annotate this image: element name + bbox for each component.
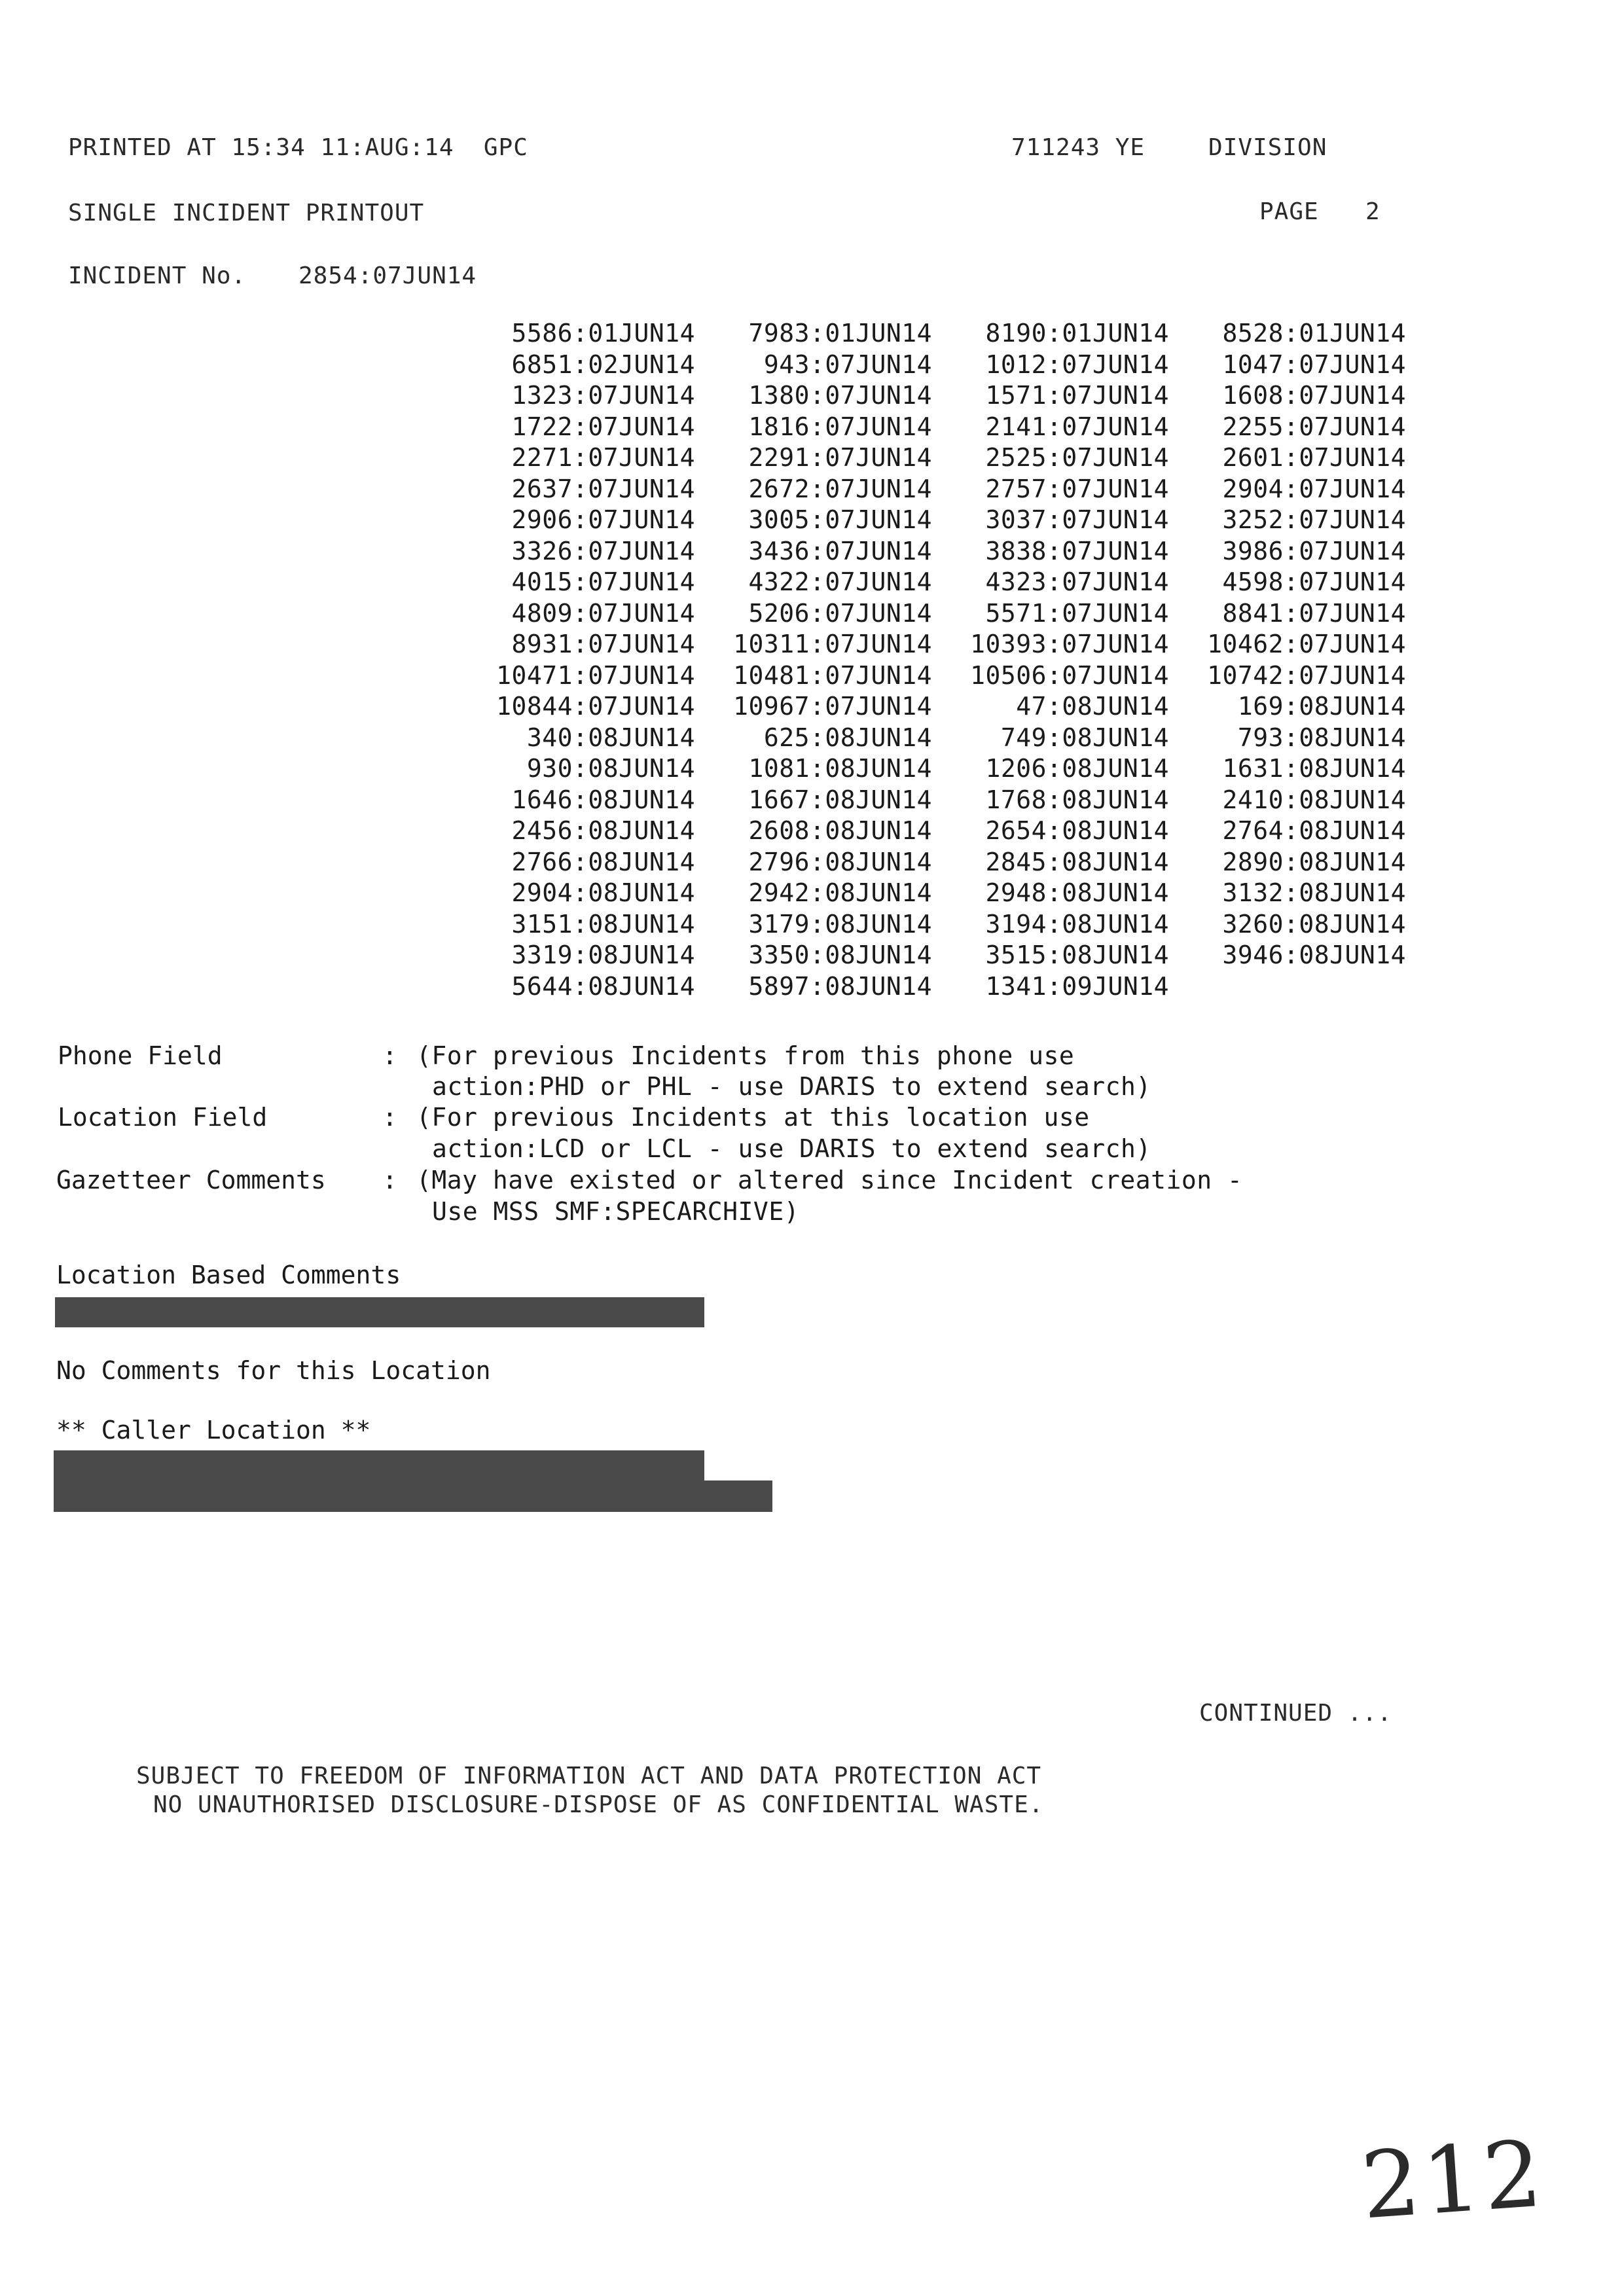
- incident-reference: 10471:07JUN14: [496, 660, 695, 690]
- no-comments-text: No Comments for this Location: [56, 1356, 491, 1385]
- incident-row: [458, 569, 1414, 601]
- gazetteer-comments-note-line1: (May have existed or altered since Incident creation -: [416, 1166, 1243, 1194]
- incident-reference: 625:08JUN14: [763, 723, 932, 752]
- incident-row: [458, 632, 1414, 663]
- location-field-label: Location Field: [58, 1103, 268, 1132]
- incident-reference: 1206:08JUN14: [985, 754, 1169, 783]
- incident-reference: 2141:07JUN14: [985, 412, 1169, 441]
- incident-reference: 1323:07JUN14: [511, 381, 695, 410]
- incident-row: [458, 352, 1414, 384]
- redaction-bar: [55, 1297, 704, 1327]
- incident-reference: 1646:08JUN14: [511, 785, 695, 814]
- incident-reference: 3260:08JUN14: [1222, 909, 1406, 939]
- incident-reference: 3838:07JUN14: [985, 536, 1169, 565]
- incident-row: [458, 476, 1414, 508]
- incident-row: [458, 598, 1414, 632]
- page-number: 2: [1365, 198, 1380, 225]
- incident-reference: 1380:07JUN14: [748, 381, 932, 410]
- incident-reference: 2601:07JUN14: [1222, 443, 1406, 472]
- incident-row: [458, 880, 1414, 912]
- incident-reference: 2948:08JUN14: [985, 878, 1169, 907]
- phone-field-note-line2: action:PHD or PHL - use DARIS to extend search): [432, 1072, 1151, 1101]
- incident-reference: 1341:09JUN14: [985, 971, 1169, 1001]
- incident-reference: 10742:07JUN14: [1207, 660, 1406, 690]
- incident-reference: 169:08JUN14: [1237, 692, 1406, 721]
- gazetteer-comments-note-line2: Use MSS SMF:SPECARCHIVE): [432, 1197, 800, 1226]
- incident-reference: 2410:08JUN14: [1222, 785, 1406, 814]
- confidentiality-notice-line2: NO UNAUTHORISED DISCLOSURE-DISPOSE OF AS CONFIDENTIAL WASTE.: [153, 1791, 1044, 1818]
- incident-reference: 1012:07JUN14: [985, 350, 1169, 379]
- incident-reference: 340:08JUN14: [526, 723, 695, 752]
- handwritten-page-number: 212: [1358, 2121, 1548, 2240]
- redaction-block: [54, 1450, 704, 1512]
- incident-row: [458, 725, 1414, 757]
- incident-reference: 2637:07JUN14: [511, 474, 695, 503]
- incident-reference: 2845:08JUN14: [985, 847, 1169, 876]
- incident-reference: 10506:07JUN14: [970, 660, 1169, 690]
- incident-row: [458, 445, 1414, 476]
- location-field-note-line1: (For previous Incidents at this location use: [416, 1103, 1090, 1132]
- incident-reference: 4322:07JUN14: [748, 567, 932, 596]
- incident-reference: 3005:07JUN14: [748, 505, 932, 534]
- incident-reference: 7983:01JUN14: [748, 319, 932, 348]
- incident-reference: 2291:07JUN14: [748, 443, 932, 472]
- incident-reference: 3194:08JUN14: [985, 909, 1169, 939]
- incident-reference: 3946:08JUN14: [1222, 941, 1406, 969]
- gazetteer-comments-colon: :: [382, 1166, 397, 1194]
- printed-at: PRINTED AT 15:34 11:AUG:14 GPC: [68, 134, 528, 161]
- continued-label: CONTINUED ...: [1199, 1700, 1392, 1727]
- incident-reference: 2942:08JUN14: [748, 878, 932, 907]
- incident-reference: 8190:01JUN14: [985, 319, 1169, 348]
- incident-reference: 1631:08JUN14: [1222, 754, 1406, 783]
- caller-location-title: ** Caller Location **: [56, 1416, 371, 1444]
- incident-reference: 10844:07JUN14: [496, 692, 695, 721]
- incident-reference: 2255:07JUN14: [1222, 412, 1406, 441]
- incident-reference: 5206:07JUN14: [748, 598, 932, 628]
- incident-row: [458, 321, 1414, 352]
- location-field-note-line2: action:LCD or LCL - use DARIS to extend search): [432, 1134, 1151, 1163]
- incident-reference: 1667:08JUN14: [748, 785, 932, 814]
- incident-reference: 793:08JUN14: [1237, 723, 1406, 752]
- incident-reference: 3350:08JUN14: [748, 941, 932, 969]
- incident-reference: 1047:07JUN14: [1222, 350, 1406, 379]
- incident-reference: 2672:07JUN14: [748, 474, 932, 503]
- phone-field-colon: :: [382, 1041, 397, 1070]
- incident-reference: 3132:08JUN14: [1222, 878, 1406, 907]
- incident-reference: 2766:08JUN14: [511, 847, 695, 876]
- incident-reference: 3037:07JUN14: [985, 505, 1169, 534]
- previous-incidents-grid: [458, 321, 1414, 1005]
- incident-reference: 2904:08JUN14: [511, 878, 695, 907]
- incident-row: [458, 942, 1414, 974]
- incident-reference: 5897:08JUN14: [748, 971, 932, 1001]
- incident-reference: 943:07JUN14: [763, 350, 932, 379]
- confidentiality-notice-line1: SUBJECT TO FREEDOM OF INFORMATION ACT AND DATA PROTECTION ACT: [136, 1763, 1042, 1789]
- incident-row: [458, 694, 1414, 725]
- incident-reference: 5586:01JUN14: [511, 319, 695, 348]
- incident-reference: 4015:07JUN14: [511, 567, 695, 596]
- incident-reference: 47:08JUN14: [1016, 692, 1169, 721]
- incident-reference: 8841:07JUN14: [1222, 598, 1406, 628]
- incident-reference: 3252:07JUN14: [1222, 505, 1406, 534]
- incident-reference: 2904:07JUN14: [1222, 474, 1406, 503]
- incident-reference: 930:08JUN14: [526, 754, 695, 783]
- incident-row: [458, 787, 1414, 819]
- incident-reference: 3436:07JUN14: [748, 536, 932, 565]
- incident-reference: 3986:07JUN14: [1222, 536, 1406, 565]
- incident-reference: 8528:01JUN14: [1222, 319, 1406, 348]
- incident-reference: 1571:07JUN14: [985, 381, 1169, 410]
- incident-reference: 3319:08JUN14: [511, 941, 695, 969]
- incident-reference: 4809:07JUN14: [511, 598, 695, 628]
- division-label: DIVISION: [1208, 134, 1327, 161]
- incident-number: 2854:07JUN14: [298, 262, 477, 289]
- incident-reference: 2525:07JUN14: [985, 443, 1169, 472]
- incident-reference: 2757:07JUN14: [985, 474, 1169, 503]
- page-label: PAGE: [1259, 198, 1319, 225]
- incident-reference: 749:08JUN14: [1000, 723, 1169, 752]
- incident-reference: 3151:08JUN14: [511, 909, 695, 939]
- incident-row: [458, 756, 1414, 787]
- incident-reference: 5644:08JUN14: [511, 971, 695, 1001]
- incident-reference: 2890:08JUN14: [1222, 847, 1406, 876]
- incident-reference: 1816:07JUN14: [748, 412, 932, 441]
- incident-row: [458, 383, 1414, 414]
- incident-row: [458, 971, 1414, 1005]
- incident-row: [458, 847, 1414, 881]
- incident-reference: 2608:08JUN14: [748, 816, 932, 845]
- location-comments-title: Location Based Comments: [56, 1261, 401, 1289]
- incident-row: [458, 507, 1414, 539]
- incident-reference: 1722:07JUN14: [511, 412, 695, 441]
- incident-reference: 2654:08JUN14: [985, 816, 1169, 845]
- document-title: SINGLE INCIDENT PRINTOUT: [68, 200, 425, 226]
- incident-reference: 10967:07JUN14: [733, 692, 932, 721]
- incident-row: [458, 536, 1414, 570]
- incident-row: [458, 818, 1414, 850]
- gazetteer-comments-label: Gazetteer Comments: [56, 1166, 326, 1194]
- incident-reference: 2271:07JUN14: [511, 443, 695, 472]
- incident-row: [458, 909, 1414, 943]
- incident-reference: 3179:08JUN14: [748, 909, 932, 939]
- incident-reference: 10393:07JUN14: [970, 630, 1169, 658]
- phone-field-label: Phone Field: [58, 1041, 223, 1070]
- incident-reference: 10311:07JUN14: [733, 630, 932, 658]
- incident-row: [458, 414, 1414, 446]
- incident-reference: 6851:02JUN14: [511, 350, 695, 379]
- incident-reference: 1081:08JUN14: [748, 754, 932, 783]
- incident-reference: 1768:08JUN14: [985, 785, 1169, 814]
- phone-field-note-line1: (For previous Incidents from this phone use: [416, 1041, 1075, 1070]
- incident-row: [458, 660, 1414, 694]
- incident-reference: 8931:07JUN14: [511, 630, 695, 658]
- incident-reference: 2456:08JUN14: [511, 816, 695, 845]
- incident-reference: 5571:07JUN14: [985, 598, 1169, 628]
- incident-reference: 10462:07JUN14: [1207, 630, 1406, 658]
- location-field-colon: :: [382, 1103, 397, 1132]
- incident-reference: 3326:07JUN14: [511, 536, 695, 565]
- incident-reference: 4323:07JUN14: [985, 567, 1169, 596]
- incident-label: INCIDENT No.: [68, 262, 247, 289]
- incident-reference: 10481:07JUN14: [733, 660, 932, 690]
- incident-reference: 2906:07JUN14: [511, 505, 695, 534]
- redaction-block-tail: [704, 1480, 772, 1512]
- incident-reference: 4598:07JUN14: [1222, 567, 1406, 596]
- reference-code: 711243 YE: [1011, 134, 1146, 161]
- incident-reference: 2796:08JUN14: [748, 847, 932, 876]
- incident-reference: 2764:08JUN14: [1222, 816, 1406, 845]
- incident-reference: 3515:08JUN14: [985, 941, 1169, 969]
- incident-reference: 1608:07JUN14: [1222, 381, 1406, 410]
